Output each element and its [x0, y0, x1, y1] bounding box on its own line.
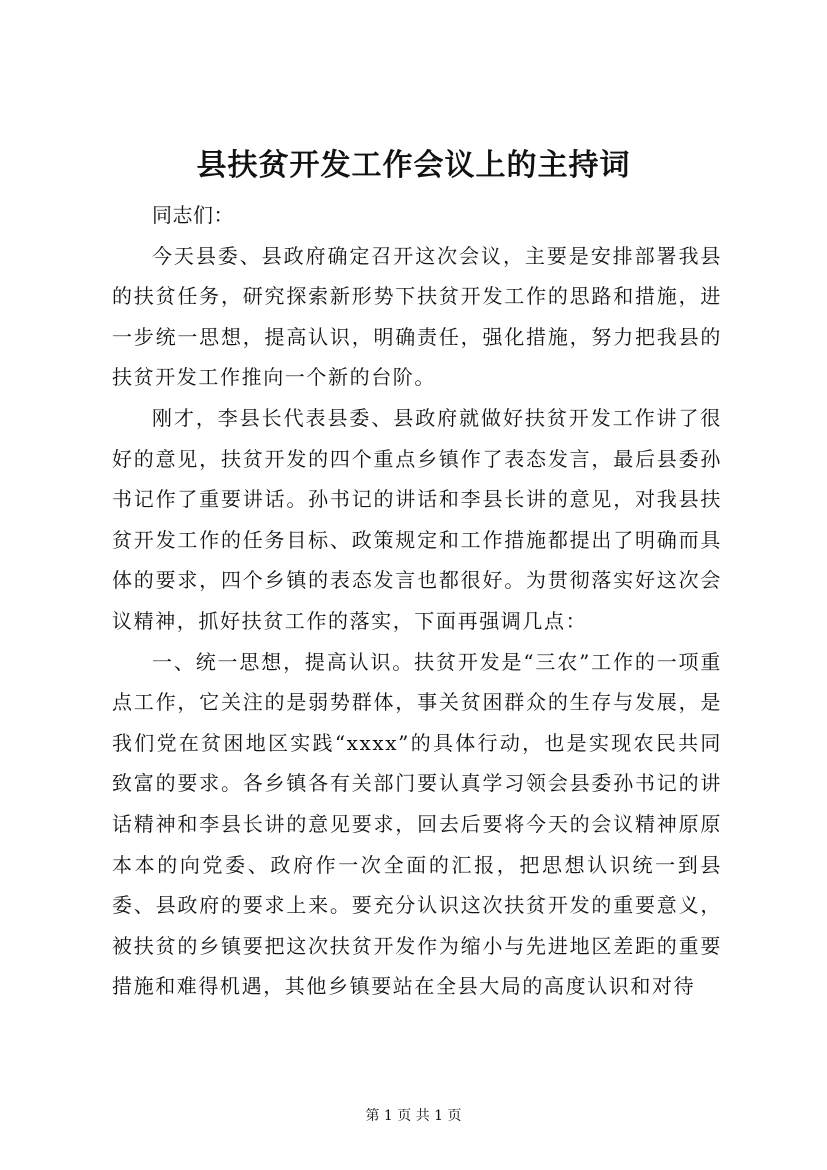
document-title: 县扶贫开发工作会议上的主持词 [196, 148, 631, 183]
salutation: 同志们： [152, 203, 234, 227]
document-body [112, 195, 722, 1007]
paragraph-point-one: 一、统一思想，提高认识。扶贫开发是“三农”工作的一项重点工作，它关注的是弱势群体，事关贫困群众的生存与发展，是我们党在贫困地区实践“xxxx”的具体行动，也是实现农民共同致富的要求。各乡镇各有关部门要认真学习领会县委孙书记的讲话精神和李县长讲的意见要求，回去后要将今天的会议精神原原本本的向党委、政府作一次全面的汇报，把思想认识统一到县委、县政府的要求上来。要充分认识这次扶贫开发的重要意义，被扶贫的乡镇要把这次扶贫开发作为缩小与先进地区差距的重要措施和难得机遇，其他乡镇要站在全县大局的高度认识和对待 [112, 649, 722, 999]
page-footer: 第 1 页 共 1 页 [365, 1108, 462, 1124]
paragraph-summary: 刚才，李县长代表县委、县政府就做好扶贫开发工作讲了很好的意见，扶贫开发的四个重点乡镇作了表态发言，最后县委孙书记作了重要讲话。孙书记的讲话和李县长讲的意见，对我县扶贫开发工作的任务目标、政策规定和工作措施都提出了明确而具体的要求，四个乡镇的表态发言也都很好。为贯彻落实好这次会议精神，抓好扶贫工作的落实，下面再强调几点： [112, 405, 722, 633]
paragraph-opening: 今天县委、县政府确定召开这次会议，主要是安排部署我县的扶贫任务，研究探索新形势下扶贫开发工作的思路和措施，进一步统一思想，提高认识，明确责任，强化措施，努力把我县的扶贫开发工作推向一个新的台阶。 [112, 243, 722, 390]
